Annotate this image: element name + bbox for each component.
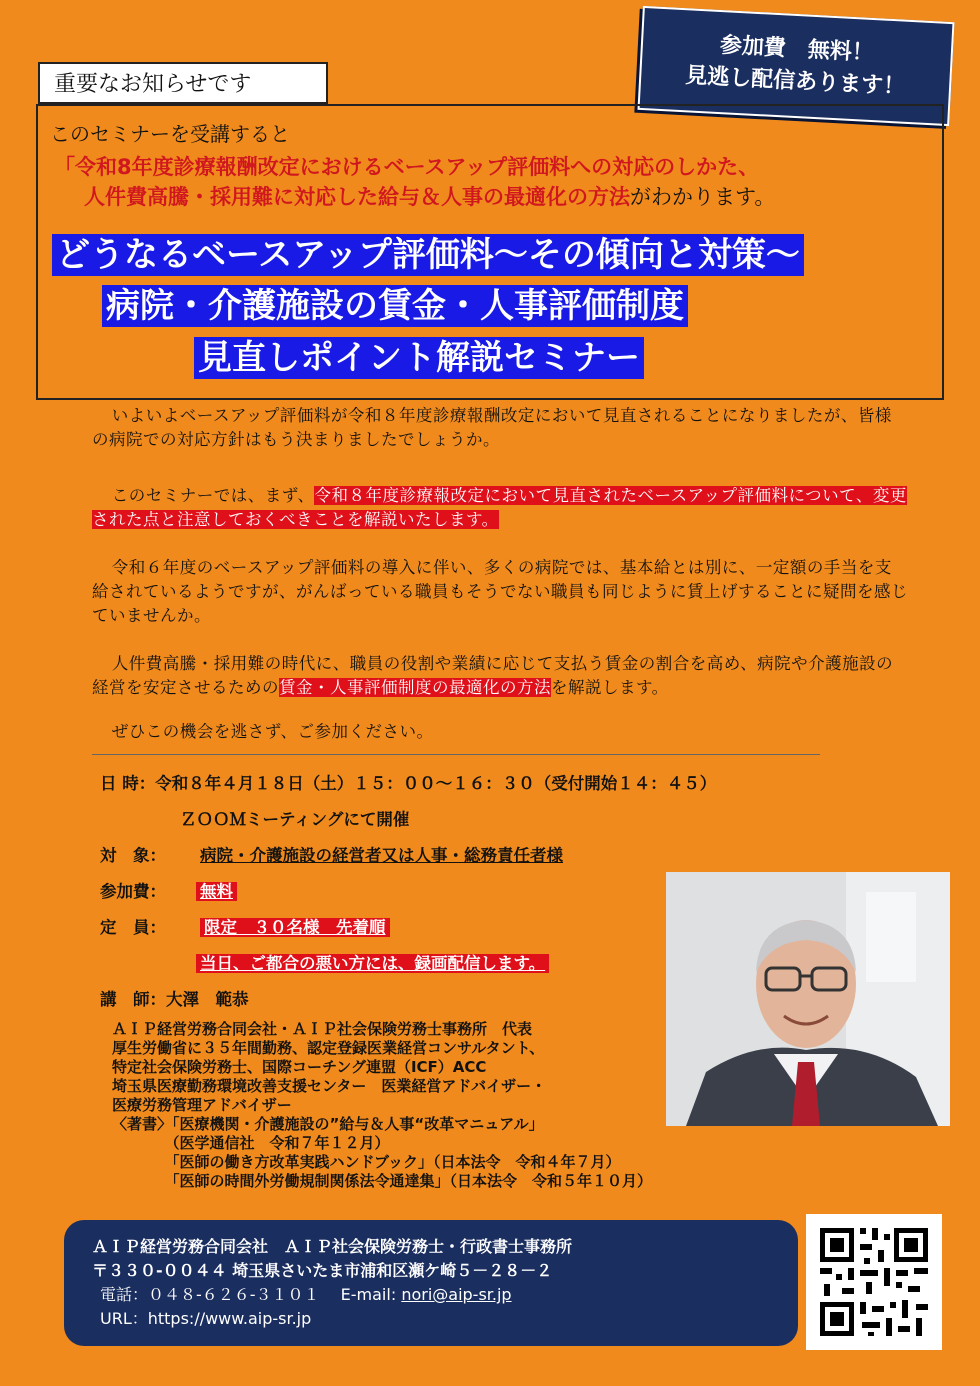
footer-contact-row bbox=[100, 1284, 512, 1306]
tag-line-1: 参加費 無料！ bbox=[719, 33, 875, 67]
important-notice-label: 重要なお知らせです bbox=[38, 62, 328, 104]
footer-phone: 電話：０４８-６２６-３１０１ bbox=[100, 1285, 320, 1304]
capacity-value: 限定 ３０名様 先着順 bbox=[200, 918, 390, 937]
fee-label: 参加費： bbox=[100, 882, 166, 901]
intro-lines bbox=[54, 152, 775, 212]
bio-line: 厚生労働省に３５年間勤務、認定登録医業経営コンサルタント、 bbox=[112, 1039, 545, 1057]
bio-line: ＡＩＰ経営労務合同会社・ＡＩＰ社会保険労務士事務所 代表 bbox=[112, 1020, 533, 1038]
p4-text-a: 人件費高騰・採用難の時代に、職員の役割や業績に応じて支払う賃金の割合を高め、病院や介護施設の経営を安定させるための bbox=[92, 654, 894, 697]
venue: ＺＯＯＭミーティングにて開催 bbox=[180, 810, 410, 829]
lecturer: 講 師：大澤 範恭 bbox=[100, 990, 249, 1009]
fee-value: 無料 bbox=[196, 882, 237, 901]
qr-code-icon bbox=[806, 1214, 942, 1350]
footer-url[interactable]: URL：https://www.aip-sr.jp bbox=[100, 1309, 312, 1328]
lecturer-bio bbox=[112, 1020, 652, 1191]
body-paragraph-1: いよいよベースアップ評価料が令和８年度診療報酬改定において見直されることになりましたが、皆様の病院での対応方針はもう決まりましたでしょうか。 bbox=[92, 406, 892, 449]
p4-highlight: 賃金・人事評価制度の最適化の方法 bbox=[279, 678, 551, 697]
body-paragraph-3: 令和６年度のベースアップ評価料の導入に伴い、多くの病院では、基本給とは別に、一定額の手当を支給されているようですが、がんばっている職員もそうでない職員も同じように賃上げすることに疑問を感じていませんか。 bbox=[92, 558, 908, 625]
target-value: 病院・介護施設の経営者又は人事・総務責任者様 bbox=[200, 846, 563, 865]
seminar-title-line-2: 病院・介護施設の賃金・人事評価制度 bbox=[102, 285, 688, 327]
p2-text: このセミナーでは、まず、 bbox=[111, 486, 315, 505]
recording-note: 当日、ご都合の悪い方には、録画配信します。 bbox=[196, 954, 549, 973]
body-paragraph-4 bbox=[92, 652, 908, 700]
footer-company: ＡＩＰ経営労務合同会社 ＡＩＰ社会保険労務士・行政書士事務所 bbox=[92, 1237, 573, 1256]
capacity-label: 定 員： bbox=[100, 918, 166, 937]
intro-line-2: 「令和8年度診療報酬改定におけるベースアップ評価料への対応のしかた、 bbox=[54, 155, 760, 179]
intro-line-3-red: 人件費高騰・採用難に対応した給与＆人事の最適化の方法 bbox=[84, 185, 630, 209]
intro-line-3-tail: がわかります。 bbox=[630, 185, 776, 209]
bio-line: 〈著書〉「医療機関・介護施設の”給与＆人事“改革マニュアル」 bbox=[112, 1115, 544, 1133]
divider bbox=[92, 754, 820, 755]
lecturer-portrait-icon bbox=[666, 872, 950, 1126]
bio-line: 「医師の時間外労働規制関係法令通達集」（日本法令 令和５年１０月） bbox=[112, 1172, 653, 1190]
target-label: 対 象： bbox=[100, 846, 166, 865]
bio-line: 特定社会保険労務士、国際コーチング連盟（ICF）ACC bbox=[112, 1058, 487, 1076]
bio-line: 医療労務管理アドバイザー bbox=[112, 1096, 292, 1114]
target-row bbox=[100, 844, 563, 868]
seminar-title-line-3: 見直しポイント解説セミナー bbox=[194, 337, 644, 379]
datetime-value: 令和８年４月１８日（土）１５：００～１６：３０（受付開始１４：４５） bbox=[155, 774, 717, 793]
tag-line-2: 見逃し配信あります！ bbox=[684, 63, 906, 100]
bio-line: 埼玉県医療勤務環境改善支援センター 医業経営アドバイザー・ bbox=[112, 1077, 547, 1095]
intro-line-1: このセミナーを受講すると bbox=[50, 122, 290, 146]
bio-line: （医学通信社 令和７年１２月） bbox=[112, 1134, 390, 1152]
body-paragraph-2 bbox=[92, 484, 908, 532]
p4-text-b: を解説します。 bbox=[551, 678, 669, 697]
footer-email-link[interactable]: nori@aip-sr.jp bbox=[401, 1285, 512, 1304]
bio-line: 「医師の働き方改革実践ハンドブック」（日本法令 令和４年７月） bbox=[112, 1153, 621, 1171]
recording-row bbox=[196, 952, 549, 976]
body-paragraph-5: ぜひこの機会を逃さず、ご参加ください。 bbox=[111, 722, 434, 741]
qr-code[interactable] bbox=[806, 1214, 942, 1350]
seminar-title-line-1: どうなるベースアップ評価料～その傾向と対策～ bbox=[52, 234, 804, 276]
lecturer-photo bbox=[666, 872, 950, 1126]
fee-row bbox=[100, 880, 237, 904]
footer-address: 〒３３０-００４４ 埼玉県さいたま市浦和区瀬ケ崎５－２８－２ bbox=[92, 1261, 553, 1280]
p2-highlight: 令和８年度診療報改定において見直されたベースアップ評価料について、変更された点と注意しておくべきことを解説いたします。 bbox=[92, 486, 907, 529]
footer-email-label: E-mail: bbox=[340, 1285, 397, 1304]
contact-footer bbox=[64, 1220, 798, 1346]
datetime-row bbox=[100, 772, 716, 796]
datetime-label: 日 時： bbox=[100, 774, 156, 793]
capacity-row bbox=[100, 916, 390, 940]
